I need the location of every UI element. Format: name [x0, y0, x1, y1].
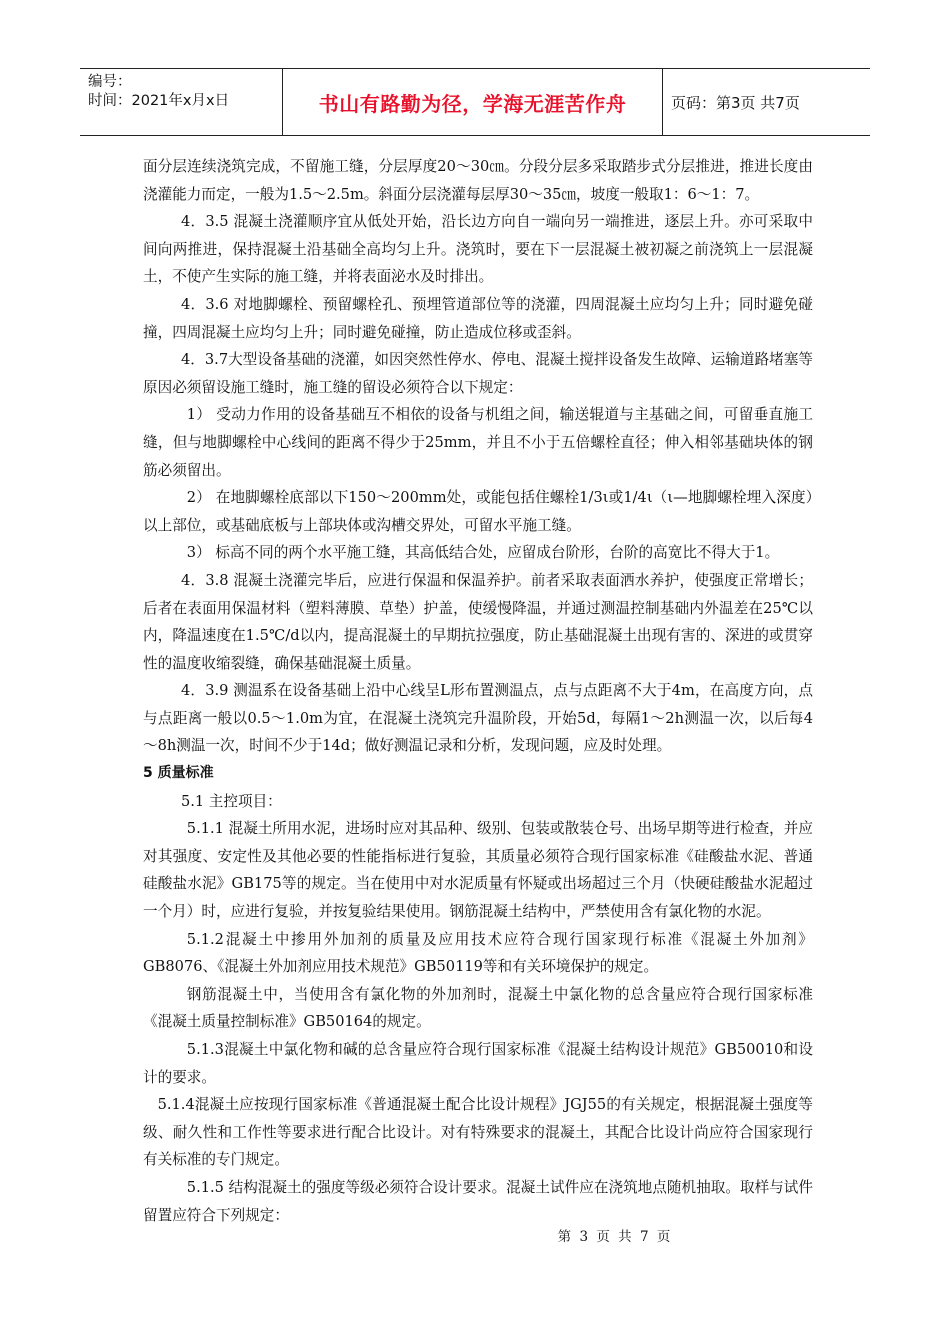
time-label: 时间：2021年x月x日 [88, 93, 230, 109]
paragraph: 5.1.2混凝土中掺用外加剂的质量及应用技术应符合现行国家现行标准《混凝土外加剂》GB8076、《混凝土外加剂应用技术规范》GB50119等和有关环境保护的规定。 [143, 930, 813, 976]
paragraph: 4．3.7大型设备基础的浇灌，如因突然性停水、停电、混凝土搅拌设备发生故障、运输道路堵塞等原因必须留设施工缝时，施工缝的留设必须符合以下规定： [143, 351, 813, 396]
list-item: 2） 在地脚螺栓底部以下150～200mm处，或能包括住螺栓1/3ι或1/4ι（ι—地脚螺栓埋入深度）以上部位，或基础底板与上部块体或沟槽交界处，可留水平施工缝。 [143, 489, 813, 534]
list-item: 3） 标高不同的两个水平施工缝，其高低结合处，应留成台阶形，台阶的高宽比不得大于1。 [186, 544, 780, 562]
paragraph: 5.1.4混凝土应按现行国家标准《普通混凝土配合比设计规程》JGJ55的有关规定，根据混凝土强度等级、耐久性和工作性等要求进行配合比设计。对有特殊要求的混凝土，其配合比设计尚应符合国家现行有关标准的专门规定。 [143, 1096, 813, 1169]
paragraph: 5.1.1 混凝土所用水泥，进场时应对其品种、级别、包装或散装仓号、出场早期等进行检查，并应对其强度、安定性及其他必要的性能指标进行复验，其质量必须符合现行国家标准《硅酸盐水泥、普通硅酸盐水泥》GB175等的规定。当在使用中对水泥质量有怀疑或出场超过三个月（快硬硅酸盐水泥超过一个月）时，应进行复验，并按复验结果使用。钢筋混凝土结构中，严禁使用含有氯化物的水泥。 [143, 820, 813, 921]
page-header [80, 68, 870, 136]
footer-page-number: 3 [579, 1229, 591, 1245]
section-heading: 5 质量标准 [143, 765, 214, 782]
subsection-heading: 5.1 主控项目： [180, 792, 282, 810]
paragraph: 钢筋混凝土中，当使用含有氯化物的外加剂时，混凝土中氯化物的总含量应符合现行国家标准《混凝土质量控制标准》GB50164的规定。 [143, 985, 813, 1031]
paragraph: 4．3.9 测温系在设备基础上沿中心线呈L形布置测温点，点与点距离不大于4m，在高度方向，点与点距离一般以0.5～1.0m为宜，在混凝土浇筑完升温阶段，开始5d，每隔1～2h测温一次，以后每4～8h测温一次，时间不少于14d；做好测温记录和分析，发现问题，应及时处理。 [143, 682, 813, 755]
header-motto: 书山有路勤为径，学海无涯苦作舟 [283, 69, 663, 135]
paragraph: 4．3.8 混凝土浇灌完毕后，应进行保温和保温养护。前者采取表面洒水养护，使强度正常增长；后者在表面用保温材料（塑料薄膜、草垫）护盖，使缓慢降温，并通过测温控制基础内外温差在25℃以内，降温速度在1.5℃/d以内，提高混凝土的早期抗拉强度，防止基础混凝土出现有害的、深进的或贯穿性的温度收缩裂缝，确保基础混凝土质量。 [143, 571, 813, 672]
footer-middle: 页 共 [596, 1229, 634, 1245]
footer-prefix: 第 [557, 1229, 574, 1245]
number-label: 编号： [88, 74, 132, 90]
paragraph: 4．3.6 对地脚螺栓、预留螺栓孔、预埋管道部位等的浇灌，四周混凝土应均匀上升；同时避免碰撞，四周混凝土应均匀上升；同时避免碰撞，防止造成位移或歪斜。 [143, 295, 813, 341]
header-page-info: 页码：第3页 共7页 [671, 93, 800, 112]
page-footer [0, 1225, 950, 1245]
header-meta [80, 69, 283, 135]
footer-suffix: 页 [656, 1229, 673, 1245]
paragraph: 面分层连续浇筑完成，不留施工缝，分层厚度20～30㎝。分段分层多采取踏步式分层推进，推进长度由浇灌能力而定，一般为1.5～2.5m。斜面分层浇灌每层厚30～35㎝，坡度一般取1：6～1：7。 [143, 158, 813, 203]
list-item: 1） 受动力作用的设备基础互不相依的设备与机组之间，输送辊道与主基础之间，可留垂直施工缝，但与地脚螺栓中心线间的距离不得少于25mm，并且不小于五倍螺栓直径；伸入相邻基础块体的钢筋必须留出。 [143, 406, 813, 479]
paragraph: 5.1.3混凝土中氯化物和碱的总含量应符合现行国家标准《混凝土结构设计规范》GB50010和设计的要求。 [143, 1041, 813, 1086]
footer-total-pages: 7 [639, 1229, 651, 1245]
document-body [143, 153, 813, 1229]
paragraph: 5.1.5 结构混凝土的强度等级必须符合设计要求。混凝土试件应在浇筑地点随机抽取。取样与试件留置应符合下列规定： [143, 1178, 813, 1224]
paragraph: 4．3.5 混凝土浇灌顺序宜从低处开始，沿长边方向自一端向另一端推进，逐层上升。亦可采取中间向两推进，保持混凝土沿基础全高均匀上升。浇筑时，要在下一层混凝土被初凝之前浇筑上一层混凝土，不使产生实际的施工缝，并将表面泌水及时排出。 [143, 213, 813, 286]
